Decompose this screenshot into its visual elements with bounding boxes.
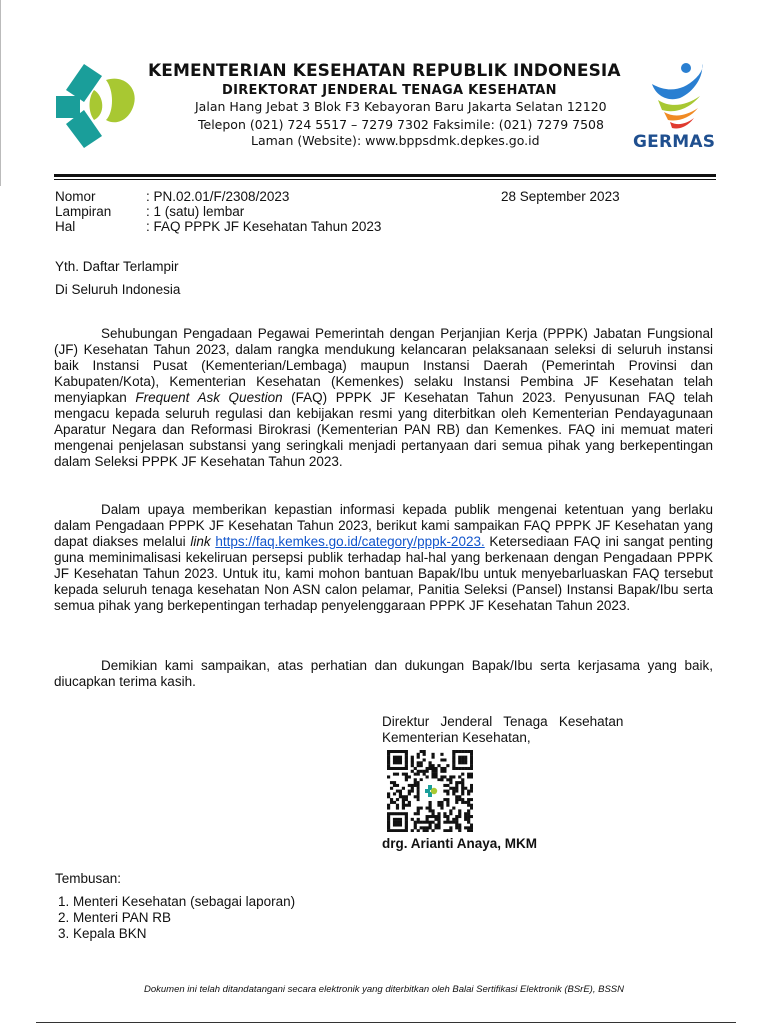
- recipient-location: Di Seluruh Indonesia: [55, 282, 181, 297]
- qr-code-icon: [387, 750, 473, 832]
- paragraph-1-italic: Frequent Ask Question: [135, 390, 283, 405]
- footer-divider: [36, 1022, 736, 1023]
- tembusan-item: 2. Menteri PAN RB: [73, 910, 295, 926]
- tembusan-item: 3. Kepala BKN: [73, 926, 295, 942]
- nomor-label: Nomor: [55, 189, 96, 204]
- nomor-value: : PN.02.01/F/2308/2023: [146, 189, 290, 204]
- paragraph-1: [54, 326, 713, 470]
- lampiran-value: : 1 (satu) lembar: [146, 204, 245, 219]
- kemenkes-logo-icon: [54, 60, 140, 150]
- signature-qr-code: [387, 750, 473, 832]
- hal-value: : FAQ PPPK JF Kesehatan Tahun 2023: [146, 219, 382, 234]
- page-edge-mark: [0, 0, 1, 186]
- signatory-name: drg. Arianti Anaya, MKM: [382, 836, 538, 851]
- paragraph-3: Demikian kami sampaikan, atas perhatian dan dukungan Bapak/Ibu serta kerjasama yang baik, diucapkan terima kasih.: [54, 658, 713, 689]
- directorate-name: DIREKTORAT JENDERAL TENAGA KESEHATAN: [222, 83, 557, 98]
- germas-label: GERMAS: [633, 132, 716, 152]
- letter-date: 28 September 2023: [501, 189, 620, 204]
- signatory-title: Direktur Jenderal Tenaga Kesehatan: [382, 714, 624, 729]
- hal-label: Hal: [55, 219, 76, 234]
- header-divider-thin: [54, 179, 716, 180]
- recipient-line: Yth. Daftar Terlampir: [55, 259, 179, 274]
- paragraph-2-text-a: Dalam upaya memberikan kepastian informasi kepada publik mengenai ketentuan yang berlaku dalam Pengadaan PPPK JF Kesehatan Tahun 2023, berikut kami sampaikan FAQ PPPK JF Kesehatan yang dapat diakses melalui: [54, 502, 713, 549]
- paragraph-2-italic: link: [190, 534, 211, 549]
- lampiran-label: Lampiran: [55, 204, 112, 219]
- paragraph-1-text-a: Sehubungan Pengadaan Pegawai Pemerintah dengan Perjanjian Kerja (PPPK) Jabatan Fungsional (JF) Kesehatan Tahun 2023, dalam rangka mendukung kelancaran pelaksanaan seleksi di seluruh instansi baik Instansi Pusat (Kementerian/Lembaga) maupun Instansi Daerah (Pemerintah Provinsi dan Kabupaten/Kota), Kementerian Kesehatan (Kemenkes) selaku Instansi Pembina JF Kesehatan telah menyiapkan: [54, 326, 713, 405]
- paragraph-1-text-b: (FAQ) PPPK JF Kesehatan Tahun 2023. Penyusunan FAQ telah mengacu kepada seluruh regulasi dan kebijakan resmi yang diterbitkan oleh Kementerian Pendayagunaan Aparatur Negara dan Reformasi Birokrasi (Kementerian PAN RB) dan Kemenkes. FAQ ini memuat materi mengenai penjelasan substansi yang seringkali menjadi pertanyaan dari semua pihak yang berkepentingan dalam Seleksi PPPK JF Kesehatan Tahun 2023.: [54, 390, 713, 469]
- germas-logo-icon: [644, 62, 714, 130]
- paragraph-2: [54, 502, 713, 614]
- address-line: Jalan Hang Jebat 3 Blok F3 Kebayoran Baru Jakarta Selatan 12120: [195, 99, 607, 114]
- header-divider-thick: [54, 174, 716, 177]
- tembusan-label: Tembusan:: [55, 871, 122, 886]
- phone-line: Telepon (021) 724 5517 – 7279 7302 Faksimile: (021) 7279 7508: [198, 117, 604, 132]
- paragraph-2-text-b: Ketersediaan FAQ ini sangat penting guna meminimalisasi kekeliruan persepsi publik terhadap hal-hal yang berkenaan dengan Pengadaan PPPK JF Kesehatan Tahun 2023. Untuk itu, kami mohon bantuan Bapak/Ibu untuk menyebarluaskan FAQ tersebut kepada seluruh tenaga kesehatan Non ASN calon pelamar, Panitia Seleksi (Pansel) Instansi Bapak/Ibu serta semua pihak yang berkepentingan terhadap penyelenggaraan PPPK JF Kesehatan Tahun 2023.: [54, 534, 713, 613]
- esign-footer-note: Dokumen ini telah ditandatangani secara elektronik yang diterbitkan oleh Balai Sertifikasi Elektronik (BSrE), BSSN: [144, 984, 624, 995]
- signatory-institution: Kementerian Kesehatan,: [382, 730, 531, 745]
- faq-link[interactable]: https://faq.kemkes.go.id/category/pppk-2023.: [215, 534, 485, 549]
- tembusan-item: 1. Menteri Kesehatan (sebagai laporan): [73, 894, 295, 910]
- tembusan-list: [55, 894, 295, 942]
- website-line: Laman (Website): www.bppsdmk.depkes.go.id: [251, 133, 540, 148]
- ministry-name: KEMENTERIAN KESEHATAN REPUBLIK INDONESIA: [148, 61, 621, 81]
